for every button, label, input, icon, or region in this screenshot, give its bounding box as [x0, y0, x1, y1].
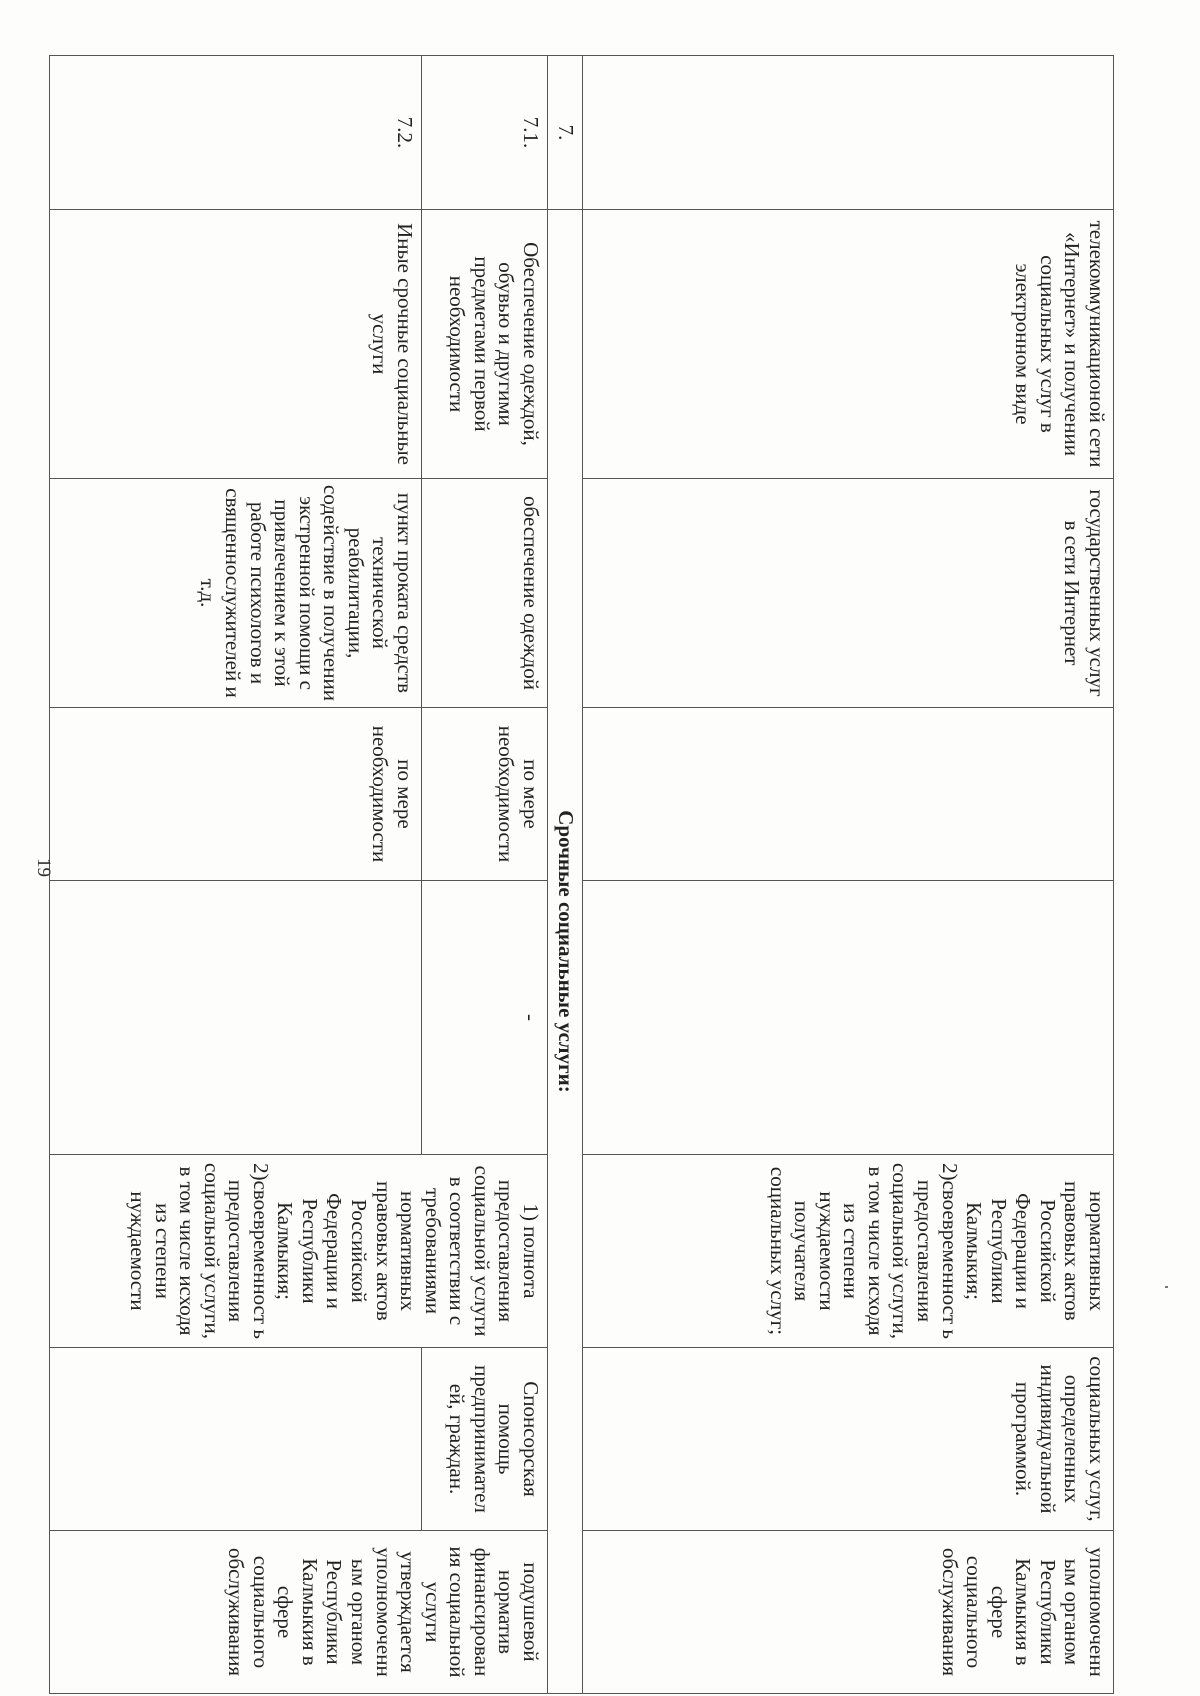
cell-continued-quality: нормативных правовых актов Российской Федерации и Республики Калмыкия; 2)своевременност ь предоставления социальной услуги, в том числе исходя из степени нуждаемости получателя социальных услуг;: [583, 1155, 1114, 1348]
cell-continued-description: государственных услуг в сети Интернет: [583, 479, 1114, 708]
cell-continued-service-name: телекоммуникационой сети «Интернет» и получении социальных услуг в электронном виде: [583, 210, 1114, 479]
cell-7-2-number: 7.2.: [50, 56, 422, 210]
scan-speck: [1165, 1286, 1168, 1288]
cell-continued-norm: уполномоченн ым органом Республики Калмыкия в сфере социального обслуживания: [583, 1531, 1114, 1694]
cell-7-2-conditions: [50, 1348, 422, 1531]
cell-7-1-term: по мере необходимости: [422, 708, 548, 881]
cell-continued-cost: [583, 881, 1114, 1155]
cell-continued-number: [583, 56, 1114, 210]
services-table: [49, 55, 1114, 1694]
page-number: 19: [33, 858, 54, 877]
cell-continued-term: [583, 708, 1114, 881]
section-title: Срочные социальные услуги:: [548, 210, 583, 1694]
cell-7-1-quality: 1) полнота предоставления социальной услуги в соответствии с требованиями нормативных правовых актов Российской Федерации и Республики Калмыкия; 2)своевременност ь предоставления социальной услуги, в том числе исходя из степени нуждаемости: [50, 1155, 548, 1348]
cell-7-2-cost: [50, 881, 422, 1155]
cell-7-1-service-name: Обеспечение одеждой, обувью и другими предметами первой необходимости: [422, 210, 548, 479]
cell-7-1-conditions: Спонсорская помощь предпринимател ей, граждан.: [422, 1348, 548, 1531]
cell-7-2-service-name: Иные срочные социальные услуги: [50, 210, 422, 479]
table-row-7-2: [50, 56, 422, 1694]
cell-7-1-description: обеспечение одеждой: [422, 479, 548, 708]
cell-7-1-norm: подушевой норматив финансирован ия социальной услуги утверждается уполномоченн ым органом Республики Калмыкия в сфере социального обслуживания: [50, 1531, 548, 1694]
cell-7-2-description: пункт проката средств технической реабилитации, содействие в получении экстренной помощи с привлечением к этой работе психологов и священнослужителей и т.д.: [50, 479, 422, 708]
table-row-section: [548, 56, 583, 1694]
table-row-continued: [583, 56, 1114, 1694]
cell-7-2-term: по мере необходимости: [50, 708, 422, 881]
table-row-7-1: [422, 56, 548, 1694]
section-number: 7.: [548, 56, 583, 210]
cell-7-1-number: 7.1.: [422, 56, 548, 210]
cell-continued-conditions: социальных услуг, определенных индивидуальной программой.: [583, 1348, 1114, 1531]
cell-7-1-cost: -: [422, 881, 548, 1155]
